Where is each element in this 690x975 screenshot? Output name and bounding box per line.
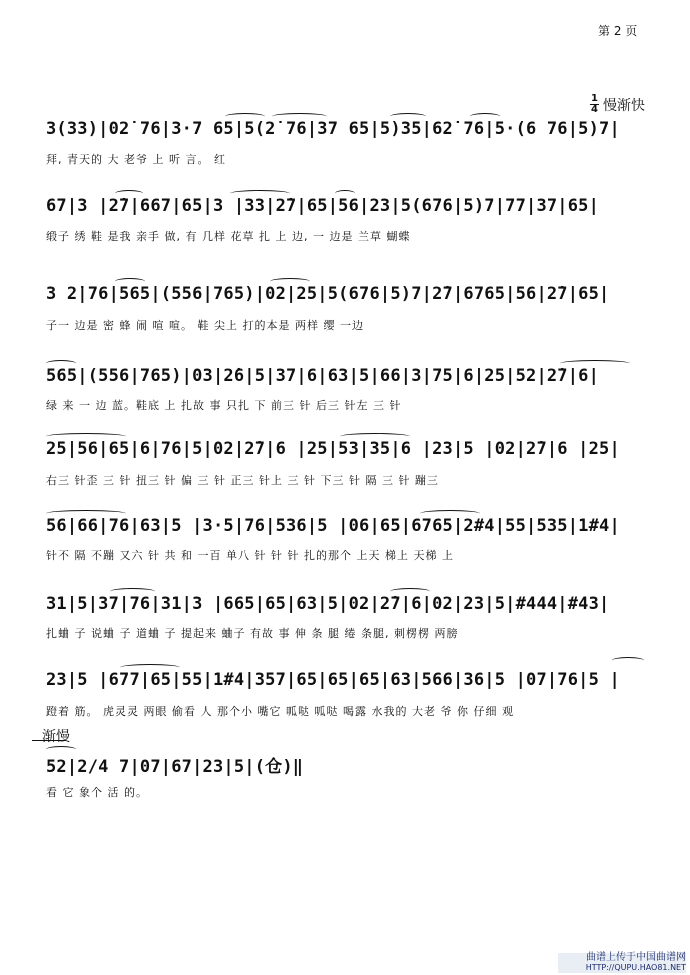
lyric-line-3: 子一 边是 密 蜂 闹 喧 喧。 鞋 尖上 打的本是 两样 缨 一边 (46, 319, 364, 332)
slur (390, 113, 426, 120)
score-line-8: 23|5 |677|65|55|1#4|357|65|65|65|63|566|36|5 |07|76|5 | (46, 670, 620, 690)
watermark-line-2: HTTP://QUPU.HAO81.NET (585, 963, 686, 972)
lyric-line-7: 扎蛐 子 说蛐 子 道蛐 子 提起来 蛐子 有故 事 伸 条 腿 绻 条腿, 刺楞楞 两膀 (46, 627, 459, 640)
slur (340, 433, 410, 440)
lyric-line-4: 绿 来 一 边 蓝。鞋底 上 扎故 事 只扎 下 前三 针 后三 针左 三 针 (46, 399, 402, 412)
tempo-denominator: 4 (591, 104, 598, 115)
score-line-5: 25|56|65|6|76|5|02|2̇7|6 |25|53|35|6 |23|5 |02|2̇7|6 |25| (46, 439, 620, 459)
slowdown-line (32, 740, 66, 741)
tempo-text: 慢渐快 (603, 97, 645, 114)
slur (46, 433, 126, 440)
slur (230, 190, 290, 197)
slur (225, 113, 265, 120)
score-line-7: 31|5|37|76|31|3 |665|65|63|5|02|2̇7|6|02|23|5|#444|#43| (46, 594, 610, 614)
site-watermark (558, 953, 686, 973)
slowdown-marking: 渐慢 (42, 729, 70, 745)
slur (560, 360, 630, 367)
slur (272, 113, 327, 120)
score-line-6: 56|66|76|63|5 |3·5|76|536|5 |06|65|6765|2#4|55|535|1#4| (46, 516, 620, 536)
lyric-line-2: 缎子 绣 鞋 是我 亲手 做, 有 几样 花草 扎 上 边, 一 边是 兰草 蝴蝶 (46, 230, 411, 243)
watermark-line-1: 曲谱上传于中国曲谱网 (586, 952, 686, 963)
score-line-2: 67|3 |2̇7|667|65|3 |33|2̇7|65|56|23|5(676|5)7|77|37|65| (46, 196, 600, 216)
score-line-4: 565|(556|765)|03|2̇6|5|37|6|63|5|66|3|75|6|25|52|2̇7|6| (46, 366, 600, 386)
slur (115, 278, 145, 285)
slur (335, 190, 355, 197)
slur (110, 588, 155, 595)
slur (115, 190, 143, 197)
lyric-line-9: 看 它 象个 活 的。 (46, 786, 148, 799)
tempo-marking (590, 94, 645, 115)
slur (270, 278, 310, 285)
slur (470, 113, 500, 120)
slur (46, 510, 126, 517)
slur (46, 360, 76, 367)
slur (420, 510, 480, 517)
tempo-numerator: 1 (591, 93, 598, 104)
score-line-9: 52|2/4 7|07|67|23|5|(仓)‖ (46, 757, 304, 777)
slur (120, 664, 180, 671)
slur (390, 588, 430, 595)
score-line-3: 3 2̇|76|565|(556|765)|02|25|5(676|5)7|2̇7|6765|56|2̇7|65| (46, 284, 610, 304)
slur (46, 746, 76, 753)
lyric-line-8: 蹬着 筋。 虎灵灵 两眼 偷看 人 那个小 嘴它 呱哒 呱哒 喝露 水我的 大老 爷 你 仔细 观 (46, 705, 514, 718)
tempo-fraction (590, 94, 599, 115)
slur (612, 657, 644, 664)
lyric-line-5: 右三 针歪 三 针 扭三 针 偏 三 针 正三 针上 三 针 下三 针 隔 三 针 蹦三 (46, 474, 439, 487)
lyric-line-6: 针不 隔 不蹦 又六 针 共 和 一百 单八 针 针 针 扎的那个 上天 梯上 天梯 上 (46, 549, 454, 562)
score-line-1: 3(33)|02̇ 76|3·7 65|5(2̇ 76|37 65|5)35|62̇ 76|5·(6 76|5)7| (46, 119, 620, 139)
page-number: 第 2 页 (598, 24, 638, 38)
lyric-line-1: 拜, 青天的 大 老爷 上 听 言。 红 (46, 153, 226, 166)
